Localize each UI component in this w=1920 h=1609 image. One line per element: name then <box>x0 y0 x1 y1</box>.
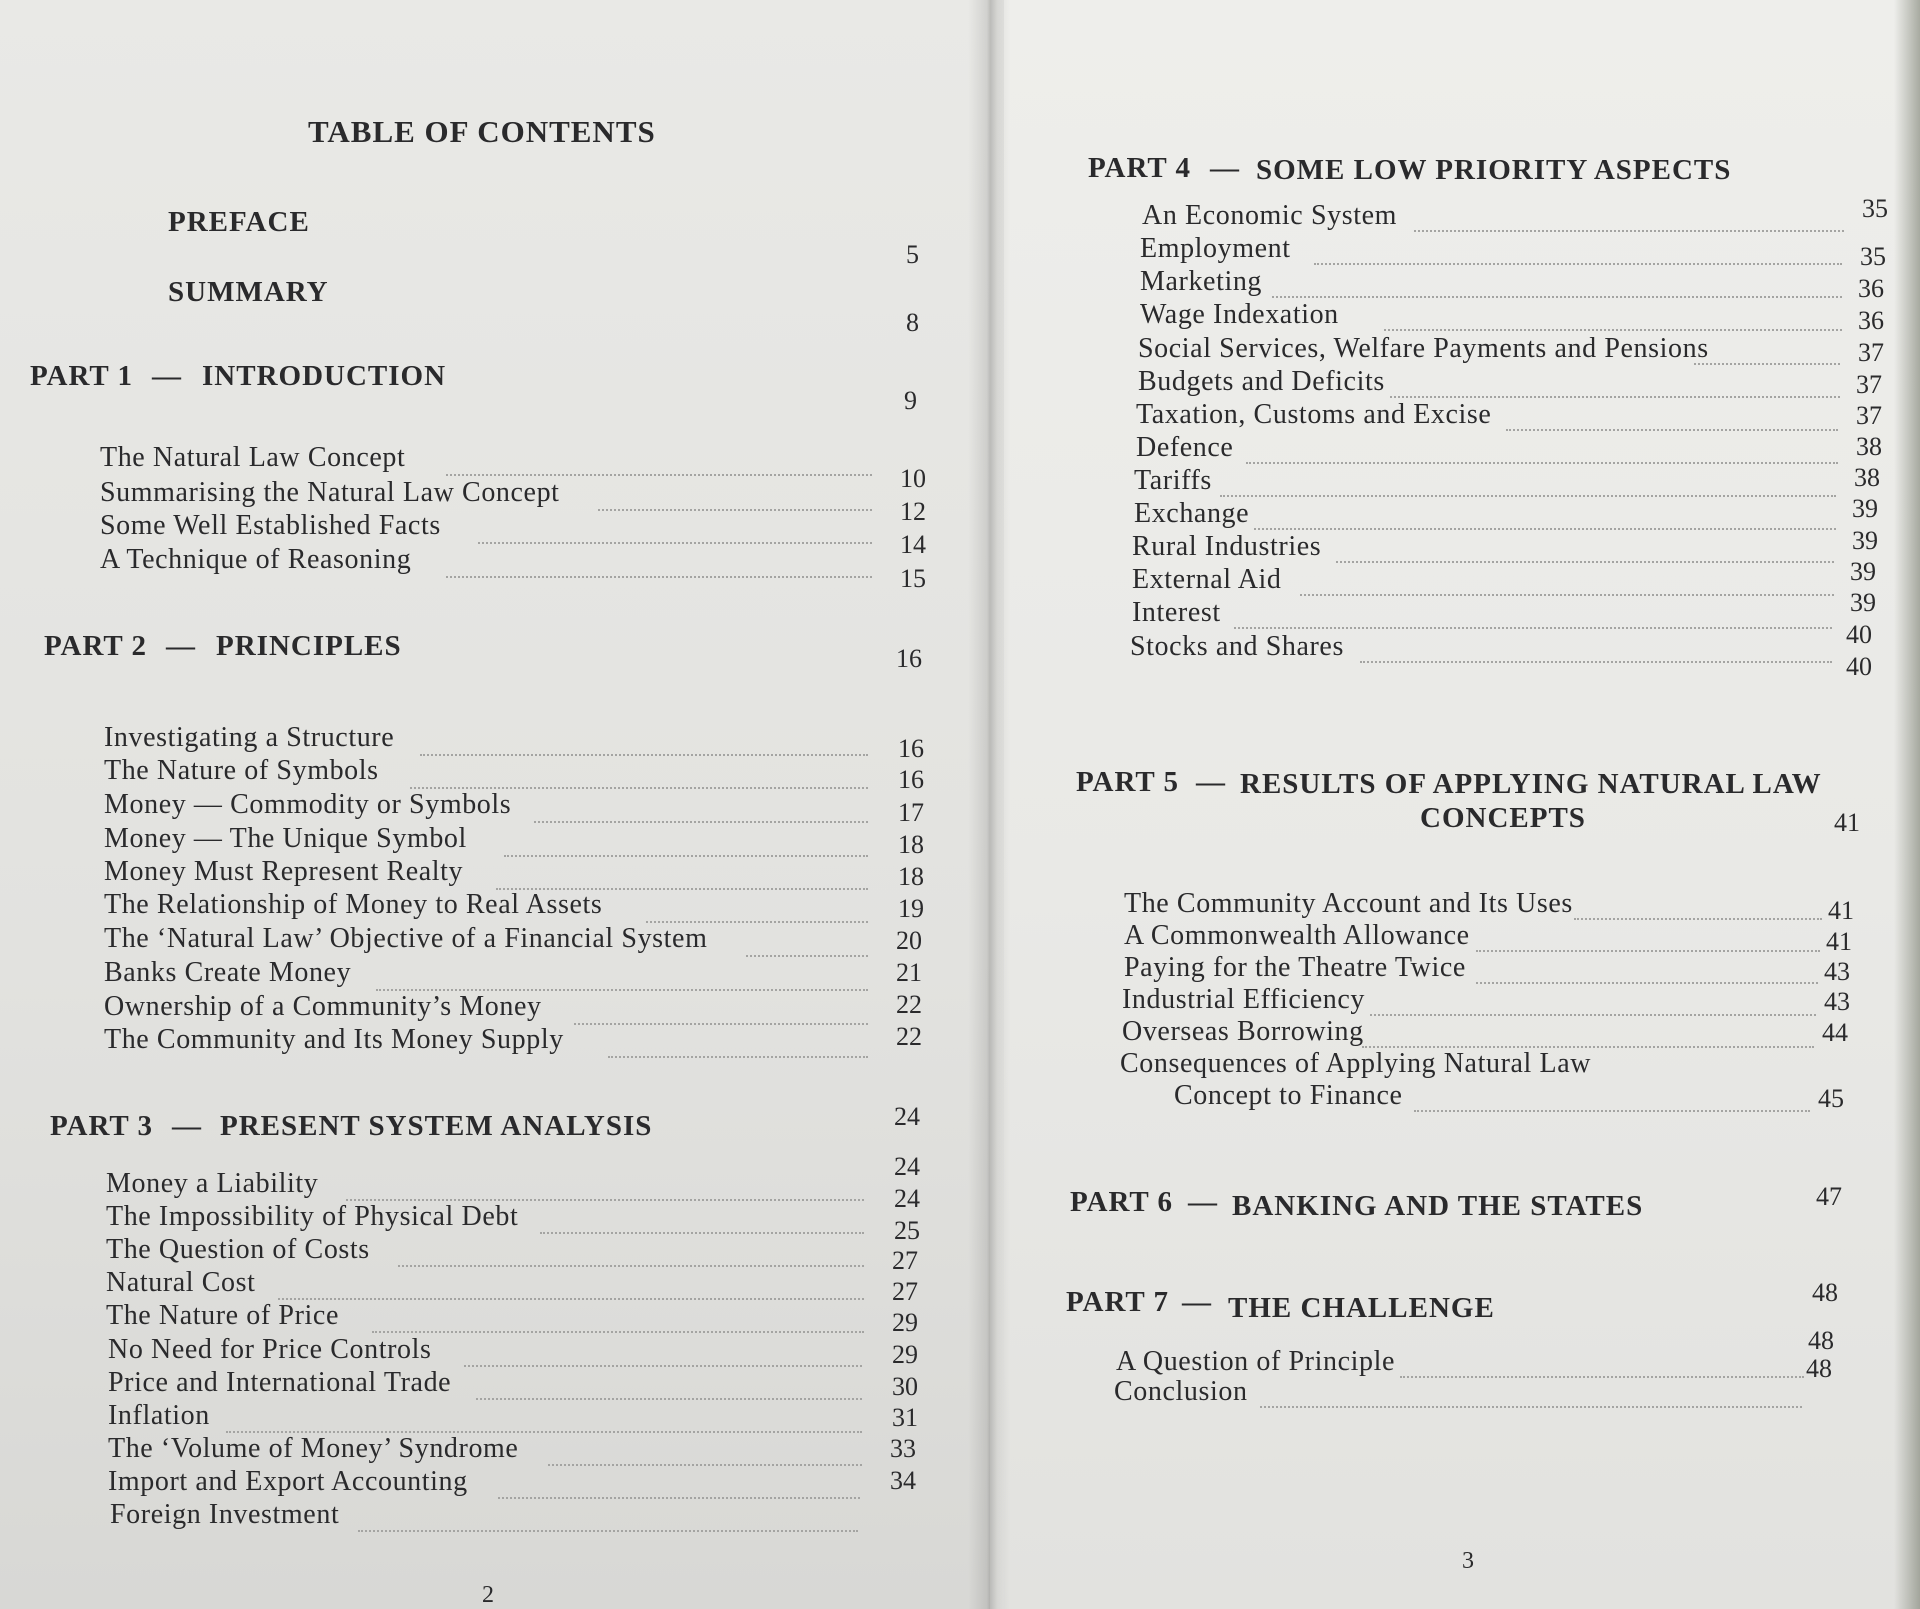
toc-entry-label: Ownership of a Community’s Money <box>104 991 542 1022</box>
toc-entry-page: 31 <box>892 1403 918 1432</box>
book-gutter <box>968 0 1010 1609</box>
dot-leader <box>1390 396 1840 398</box>
toc-entry-page: 24 <box>894 1152 920 1181</box>
toc-entry-label: Conclusion <box>1114 1376 1248 1407</box>
part3-title: PRESENT SYSTEM ANALYSIS <box>220 1110 653 1142</box>
toc-entry-label: The Nature of Symbols <box>104 755 379 786</box>
toc-entry-label: Stocks and Shares <box>1130 631 1344 662</box>
toc-entry-page: 22 <box>896 1022 922 1051</box>
toc-entry-page: 29 <box>892 1340 918 1369</box>
part5-title-line2: CONCEPTS <box>1420 802 1586 834</box>
dot-leader <box>1220 495 1836 497</box>
dot-leader <box>1234 627 1832 629</box>
part3-number: PART 3 <box>50 1110 153 1142</box>
part4-title: SOME LOW PRIORITY ASPECTS <box>1256 154 1732 186</box>
part7-title: THE CHALLENGE <box>1228 1292 1495 1324</box>
dot-leader <box>1414 1110 1810 1112</box>
toc-entry-page: 37 <box>1856 370 1882 399</box>
part6-page-number: 47 <box>1816 1182 1842 1211</box>
dot-leader <box>446 474 872 476</box>
toc-entry-label: Employment <box>1140 233 1291 264</box>
dot-leader <box>1360 661 1832 663</box>
toc-entry-page: 15 <box>900 564 926 593</box>
toc-entry-page: 25 <box>894 1216 920 1245</box>
part3-dash: — <box>172 1110 202 1142</box>
toc-entry-page: 36 <box>1858 306 1884 335</box>
toc-entry-label: Investigating a Structure <box>104 722 395 753</box>
toc-entry-label: Some Well Established Facts <box>100 510 441 541</box>
toc-entry-page: 37 <box>1856 401 1882 430</box>
dot-leader <box>540 1232 864 1234</box>
toc-entry-page: 20 <box>896 926 922 955</box>
dot-leader <box>1694 363 1840 365</box>
dot-leader <box>420 754 868 756</box>
part1-number: PART 1 <box>30 360 133 392</box>
part5-page-number: 41 <box>1834 808 1860 837</box>
toc-entry-page: 41 <box>1828 896 1854 925</box>
toc-entry-label: The Community Account and Its Uses <box>1124 888 1573 919</box>
part6-number: PART 6 <box>1070 1186 1173 1218</box>
toc-entry-label: Money — Commodity or Symbols <box>104 789 512 820</box>
dot-leader <box>1272 296 1842 298</box>
toc-entry-page: 18 <box>898 862 924 891</box>
dot-leader <box>1260 1406 1802 1408</box>
dot-leader <box>476 1398 862 1400</box>
dot-leader <box>1314 263 1842 265</box>
dot-leader <box>1370 1014 1816 1016</box>
toc-entry-label: Wage Indexation <box>1140 299 1339 330</box>
toc-entry-label: Exchange <box>1134 498 1250 529</box>
toc-entry-label: The Question of Costs <box>106 1234 370 1265</box>
dot-leader <box>548 1464 862 1466</box>
toc-entry-page: 22 <box>896 990 922 1019</box>
toc-entry-label: The ‘Volume of Money’ Syndrome <box>108 1433 519 1464</box>
toc-entry-page: 27 <box>892 1246 918 1275</box>
toc-entry-label: Overseas Borrowing <box>1122 1016 1364 1047</box>
part5-title-line1: RESULTS OF APPLYING NATURAL LAW <box>1240 768 1822 800</box>
toc-entry-page: 27 <box>892 1277 918 1306</box>
toc-entry-page: 41 <box>1826 927 1852 956</box>
preface-heading: PREFACE <box>168 206 310 238</box>
toc-entry-page: 33 <box>890 1434 916 1463</box>
toc-entry-label: Summarising the Natural Law Concept <box>100 477 560 508</box>
toc-entry-page: 36 <box>1858 274 1884 303</box>
dot-leader <box>504 855 868 857</box>
toc-entry-page: 17 <box>898 798 924 827</box>
part4-dash: — <box>1210 152 1240 184</box>
toc-entry-page: 44 <box>1822 1018 1848 1047</box>
toc-title: TABLE OF CONTENTS <box>308 114 656 149</box>
toc-entry-page: 35 <box>1860 242 1886 271</box>
toc-entry-page: 12 <box>900 497 926 526</box>
toc-entry-label: Industrial Efficiency <box>1122 984 1365 1015</box>
dot-leader <box>464 1365 862 1367</box>
part6-dash: — <box>1188 1186 1218 1218</box>
part7-page-number: 48 <box>1812 1278 1838 1307</box>
dot-leader <box>608 1056 868 1058</box>
dot-leader <box>598 509 872 511</box>
part4-page-number: 35 <box>1862 194 1888 223</box>
toc-entry-page: 37 <box>1858 338 1884 367</box>
dot-leader <box>446 576 872 578</box>
toc-entry-page: 10 <box>900 464 926 493</box>
part1-page-number: 9 <box>904 386 917 415</box>
part1-dash: — <box>152 360 182 392</box>
dot-leader <box>372 1331 864 1333</box>
dot-leader <box>358 1530 858 1532</box>
toc-entry-label: A Commonwealth Allowance <box>1124 920 1470 951</box>
part7-dash: — <box>1182 1286 1212 1318</box>
dot-leader <box>1300 594 1834 596</box>
toc-entry-page: 39 <box>1850 557 1876 586</box>
dot-leader <box>1506 429 1838 431</box>
toc-entry-page: 39 <box>1852 526 1878 555</box>
right-page-folio: 3 <box>1462 1548 1474 1574</box>
toc-entry-label-continued: Concept to Finance <box>1174 1080 1403 1111</box>
summary-page-number: 8 <box>906 308 919 337</box>
dot-leader <box>1336 561 1834 563</box>
toc-entry-label: Inflation <box>108 1400 210 1431</box>
toc-entry-label: Foreign Investment <box>110 1499 340 1530</box>
part2-dash: — <box>166 630 196 662</box>
toc-entry-page: 39 <box>1850 588 1876 617</box>
toc-entry-label: Banks Create Money <box>104 957 352 988</box>
toc-entry-page: 38 <box>1856 432 1882 461</box>
toc-entry-label: No Need for Price Controls <box>108 1334 432 1365</box>
part6-title: BANKING AND THE STATES <box>1232 1190 1644 1222</box>
part2-page-number: 16 <box>896 644 922 673</box>
toc-entry-page: 30 <box>892 1372 918 1401</box>
toc-entry-label: Marketing <box>1140 266 1263 297</box>
left-page-folio: 2 <box>482 1582 494 1608</box>
toc-entry-label: Money a Liability <box>106 1168 319 1199</box>
dot-leader <box>1476 982 1818 984</box>
toc-entry-label: Consequences of Applying Natural Law <box>1120 1048 1592 1079</box>
toc-entry-page: 39 <box>1852 494 1878 523</box>
toc-entry-label: The Impossibility of Physical Debt <box>106 1201 519 1232</box>
toc-entry-label: Interest <box>1132 597 1221 628</box>
toc-entry-label: Social Services, Welfare Payments and Pensions <box>1138 333 1709 364</box>
toc-entry-page: 24 <box>894 1184 920 1213</box>
part5-dash: — <box>1196 766 1226 798</box>
toc-entry-page: 16 <box>898 734 924 763</box>
part4-number: PART 4 <box>1088 152 1191 184</box>
dot-leader <box>1254 528 1836 530</box>
toc-entry-page: 16 <box>898 765 924 794</box>
toc-entry-label: External Aid <box>1132 564 1282 595</box>
dot-leader <box>1414 230 1844 232</box>
dot-leader <box>1384 329 1842 331</box>
toc-entry-page: 38 <box>1854 463 1880 492</box>
toc-entry-label: A Technique of Reasoning <box>100 544 412 575</box>
toc-entry-page: 29 <box>892 1308 918 1337</box>
dot-leader <box>278 1298 864 1300</box>
toc-entry-label: Natural Cost <box>106 1267 256 1298</box>
toc-entry-label: The Community and Its Money Supply <box>104 1024 564 1055</box>
dot-leader <box>746 955 868 957</box>
dot-leader <box>398 1265 864 1267</box>
part3-page-number: 24 <box>894 1102 920 1131</box>
dot-leader <box>574 1023 868 1025</box>
toc-entry-page: 40 <box>1846 620 1872 649</box>
dot-leader <box>1476 950 1820 952</box>
part7-number: PART 7 <box>1066 1286 1169 1318</box>
toc-entry-page: 14 <box>900 530 926 559</box>
toc-entry-label: Price and International Trade <box>108 1367 452 1398</box>
toc-entry-label: The Natural Law Concept <box>100 442 406 473</box>
dot-leader <box>478 542 872 544</box>
toc-entry-label: An Economic System <box>1142 200 1397 231</box>
toc-entry-page: 48 <box>1806 1354 1832 1383</box>
toc-entry-page: 48 <box>1808 1326 1834 1355</box>
toc-entry-label: Defence <box>1136 432 1234 463</box>
preface-page-number: 5 <box>906 240 919 269</box>
toc-entry-label: The ‘Natural Law’ Objective of a Financial System <box>104 923 708 954</box>
toc-entry-label: Money — The Unique Symbol <box>104 823 467 854</box>
toc-entry-label: Paying for the Theatre Twice <box>1124 952 1466 983</box>
part5-number: PART 5 <box>1076 766 1179 798</box>
toc-entry-page: 21 <box>896 958 922 987</box>
toc-entry-label: Rural Industries <box>1132 531 1322 562</box>
toc-entry-page: 18 <box>898 830 924 859</box>
page-edge-shadow <box>1894 0 1920 1609</box>
toc-entry-page: 19 <box>898 894 924 923</box>
toc-entry-label: Import and Export Accounting <box>108 1466 468 1497</box>
toc-entry-page: 43 <box>1824 987 1850 1016</box>
part2-number: PART 2 <box>44 630 147 662</box>
toc-entry-page: 40 <box>1846 652 1872 681</box>
toc-entry-label: Taxation, Customs and Excise <box>1136 399 1492 430</box>
toc-entry-label: Money Must Represent Realty <box>104 856 464 887</box>
toc-entry-page: 34 <box>890 1466 916 1495</box>
part2-title: PRINCIPLES <box>216 630 402 662</box>
toc-entry-label: The Relationship of Money to Real Assets <box>104 889 603 920</box>
summary-heading: SUMMARY <box>168 276 329 308</box>
toc-entry-page: 45 <box>1818 1084 1844 1113</box>
dot-leader <box>1574 918 1822 920</box>
dot-leader <box>534 821 868 823</box>
toc-entry-label: Budgets and Deficits <box>1138 366 1385 397</box>
toc-entry-page: 43 <box>1824 957 1850 986</box>
dot-leader <box>1400 1376 1804 1378</box>
part1-title: INTRODUCTION <box>202 360 447 392</box>
dot-leader <box>1246 462 1838 464</box>
toc-entry-label: Tariffs <box>1134 465 1212 496</box>
dot-leader <box>498 1497 860 1499</box>
toc-entry-label: A Question of Principle <box>1116 1346 1395 1377</box>
toc-entry-label: The Nature of Price <box>106 1300 339 1331</box>
